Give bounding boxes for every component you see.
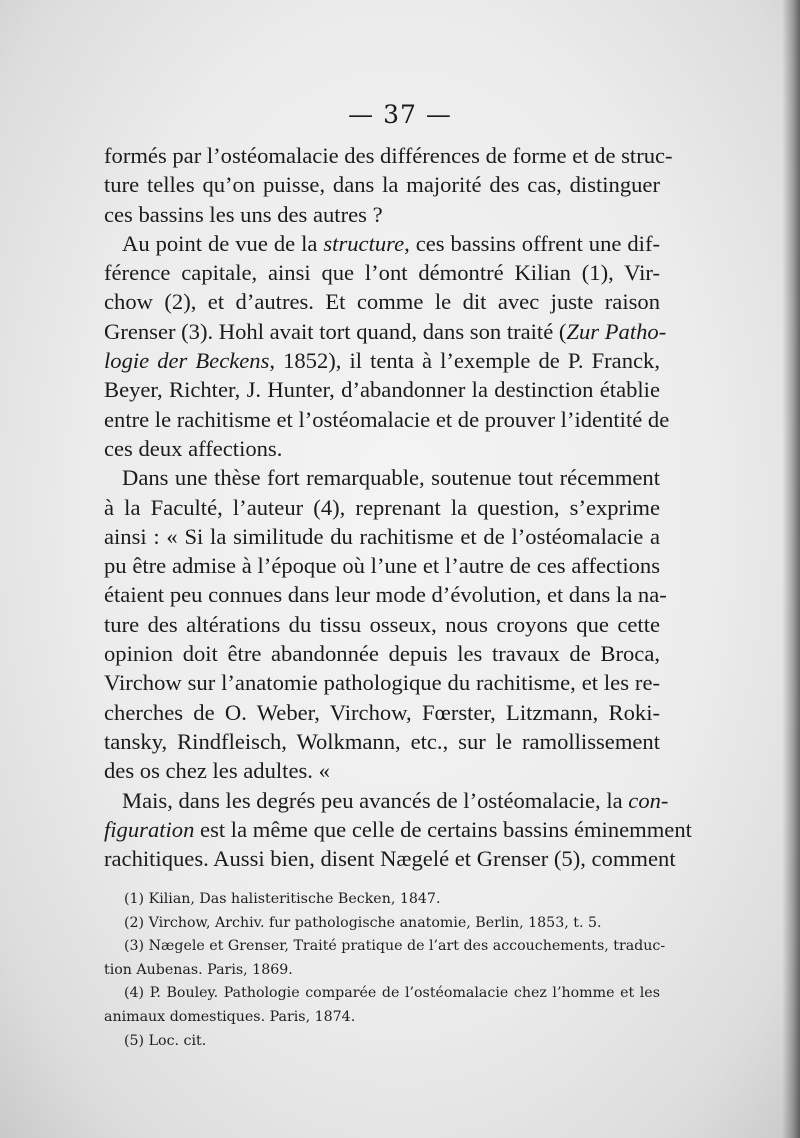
text-line: Dans une thèse fort remarquable, soutenue tout récemment [122, 465, 660, 491]
text-line: ture des altérations du tissu osseux, nous croyons que cette [104, 611, 660, 637]
main-text [104, 141, 692, 873]
text-line: logie der Beckens, 1852), il tenta à l’exemple de P. Franck, [104, 348, 660, 374]
text-line: Mais, dans les degrés peu avancés de l’ostéomalacie, la con- [122, 787, 669, 813]
footnote: (1) Kilian, Das halisteritische Becken, 1847. [124, 891, 441, 907]
text-line: étaient peu connues dans leur mode d’évolution, et dans la na- [104, 582, 667, 608]
text-line: des os chez les adultes. « [104, 758, 330, 784]
text-line: figuration est la même que celle de certains bassins éminemment [104, 816, 692, 842]
text-line: pu être admise à l’époque où l’une et l’autre de ces affections [104, 553, 660, 579]
text-line: Beyer, Richter, J. Hunter, d’abandonner la destinction établie [104, 377, 660, 403]
text-line: ces bassins les uns des autres ? [104, 201, 383, 227]
page-number: — 37 — [348, 100, 452, 129]
emphasis: logie der Beckens [104, 348, 270, 374]
emphasis: Zur Patho- [566, 318, 667, 344]
footnotes [104, 888, 666, 1053]
emphasis: structure [323, 230, 405, 256]
footnote: (5) Loc. cit. [124, 1032, 207, 1049]
text-line: chow (2), et d’autres. Et comme le dit avec juste raison [104, 289, 660, 315]
text-line: entre le rachitisme et l’ostéomalacie et de prouver l’identité de [104, 406, 670, 432]
text-line: ces deux affections. [104, 435, 283, 461]
text-line: formés par l’ostéomalacie des différences de forme et de struc- [104, 143, 673, 168]
text-line: ture telles qu’on puisse, dans la majorité des cas, distinguer [104, 172, 660, 198]
text-line: férence capitale, ainsi que l’ont démontré Kilian (1), Vir- [104, 260, 660, 286]
text-line: Grenser (3). Hohl avait tort quand, dans son traité (Zur Patho- [104, 318, 667, 344]
text-line: cherches de O. Weber, Virchow, Fœrster, Litzmann, Roki- [104, 699, 660, 725]
text-line: tansky, Rindfleisch, Wolkmann, etc., sur le ramollissement [104, 728, 660, 754]
footnote: (4) P. Bouley. Pathologie comparée de l’ostéomalacie chez l’homme et les [124, 985, 660, 1002]
footnote-continuation: animaux domestiques. Paris, 1874. [104, 1008, 356, 1025]
text-line: ainsi : « Si la similitude du rachitisme et de l’ostéomalacie a [104, 523, 660, 549]
text-line: opinion doit être abandonnée depuis les travaux de Broca, [104, 641, 660, 667]
text-line: rachitiques. Aussi bien, disent Nægelé et Grenser (5), comment [104, 846, 676, 872]
text-line: Virchow sur l’anatomie pathologique du rachitisme, et les re- [104, 670, 660, 696]
footnote: (3) Nægele et Grenser, Traité pratique de l’art des accouchements, traduc- [124, 938, 666, 955]
footnote-continuation: tion Aubenas. Paris, 1869. [104, 961, 293, 978]
page-edge-shadow [782, 0, 800, 1138]
emphasis: con- [628, 787, 669, 813]
text-line: à la Faculté, l’auteur (4), reprenant la question, s’exprime [104, 494, 660, 520]
footnote: (2) Virchow, Archiv. fur pathologische anatomie, Berlin, 1853, t. 5. [124, 914, 602, 931]
text-line: Au point de vue de la structure, ces bassins offrent une dif- [122, 230, 661, 256]
emphasis: figuration [104, 816, 195, 842]
